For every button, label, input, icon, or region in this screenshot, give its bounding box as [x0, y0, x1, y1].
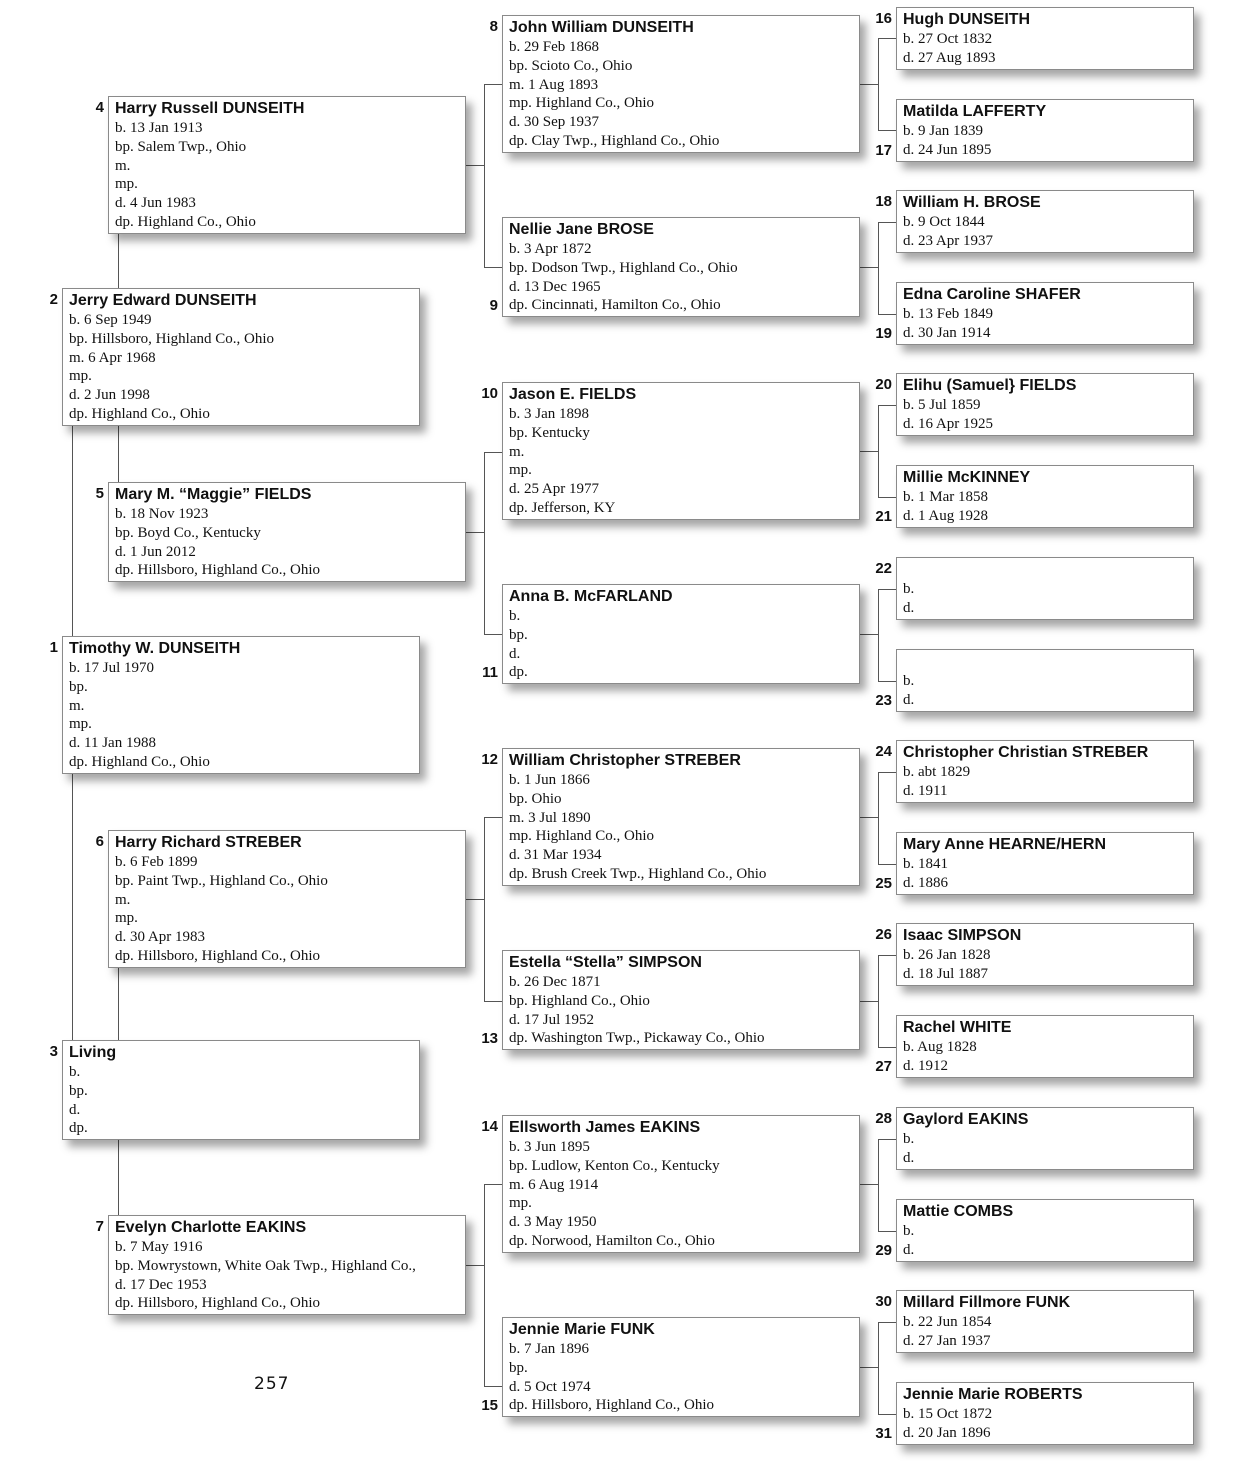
ahnentafel-number: 3	[49, 1043, 58, 1060]
person-box[interactable]	[896, 740, 1194, 803]
person-detail: bp. Mowrystown, White Oak Twp., Highland Co.,	[115, 1257, 416, 1274]
ahnentafel-number: 22	[875, 560, 892, 577]
person-box[interactable]	[108, 482, 466, 582]
person-detail: b. 7 May 1916	[115, 1239, 203, 1255]
person-name: Mary Anne HEARNE/HERN	[903, 836, 1106, 853]
connector-line	[878, 405, 896, 406]
person-detail: b.	[903, 1223, 915, 1239]
connector-line	[484, 84, 502, 85]
connector-line	[484, 1001, 502, 1002]
person-box[interactable]	[108, 96, 466, 234]
connector-line	[878, 314, 896, 315]
person-name: Matilda LAFFERTY	[903, 103, 1047, 120]
person-box[interactable]	[896, 557, 1194, 620]
connector-line	[466, 1265, 484, 1266]
person-detail: b. 3 Jun 1895	[509, 1139, 590, 1155]
connector-line	[484, 817, 502, 818]
person-name: Harry Russell DUNSEITH	[115, 100, 305, 117]
person-box[interactable]	[896, 923, 1194, 986]
person-detail: d. 24 Jun 1895	[903, 141, 992, 158]
person-name: Harry Richard STREBER	[115, 834, 302, 851]
connector-line	[118, 968, 119, 1040]
person-detail: mp.	[509, 462, 532, 479]
person-detail: m.	[69, 697, 85, 714]
person-detail: mp.	[115, 910, 138, 927]
person-name: William Christopher STREBER	[509, 752, 741, 769]
person-box[interactable]	[896, 7, 1194, 70]
person-detail: b. 5 Jul 1859	[903, 397, 981, 413]
person-box[interactable]	[896, 1382, 1194, 1445]
person-detail: dp. Hillsboro, Highland Co., Ohio	[509, 1397, 714, 1414]
person-detail: bp. Boyd Co., Kentucky	[115, 524, 261, 541]
person-detail: mp.	[69, 716, 92, 733]
connector-line	[878, 222, 896, 223]
person-box[interactable]	[502, 748, 860, 886]
person-detail: b. 3 Apr 1872	[509, 241, 592, 257]
connector-line	[860, 451, 878, 452]
ahnentafel-number: 21	[875, 508, 892, 525]
person-box[interactable]	[502, 584, 860, 684]
person-detail: bp.	[509, 626, 528, 643]
connector-line	[484, 84, 485, 267]
person-name	[903, 560, 1187, 580]
ahnentafel-number: 29	[875, 1242, 892, 1259]
person-name: Mattie COMBS	[903, 1203, 1014, 1220]
connector-line	[878, 1139, 896, 1140]
person-detail: dp. Clay Twp., Highland Co., Ohio	[509, 132, 720, 149]
person-detail: b. Aug 1828	[903, 1039, 977, 1055]
person-name: Jason E. FIELDS	[509, 386, 637, 403]
connector-line	[72, 774, 73, 1040]
person-name: Jennie Marie FUNK	[509, 1321, 655, 1338]
person-name: Millard Fillmore FUNK	[903, 1294, 1071, 1311]
ahnentafel-number: 25	[875, 875, 892, 892]
ahnentafel-number: 23	[875, 692, 892, 709]
person-detail: b. 18 Nov 1923	[115, 506, 209, 522]
ahnentafel-number: 18	[875, 193, 892, 210]
connector-line	[878, 38, 896, 39]
connector-line	[878, 497, 896, 498]
person-detail: d. 17 Jul 1952	[509, 1011, 595, 1028]
ahnentafel-number: 27	[875, 1058, 892, 1075]
person-box[interactable]	[896, 649, 1194, 712]
connector-line	[860, 84, 878, 85]
connector-line	[484, 634, 502, 635]
person-box[interactable]	[896, 282, 1194, 345]
person-name: Anna B. McFARLAND	[509, 588, 673, 605]
person-detail: b. 26 Dec 1871	[509, 974, 601, 990]
person-detail: m. 3 Jul 1890	[509, 809, 591, 826]
ahnentafel-number: 16	[875, 10, 892, 27]
person-detail: d.	[69, 1101, 81, 1118]
person-detail: b. 13 Jan 1913	[115, 120, 203, 136]
person-detail: b. 9 Oct 1844	[903, 214, 985, 230]
person-box[interactable]	[62, 288, 420, 426]
person-detail: b. 1 Jun 1866	[509, 772, 590, 788]
ahnentafel-number: 19	[875, 325, 892, 342]
connector-line	[118, 234, 119, 288]
person-detail: m. 1 Aug 1893	[509, 76, 599, 93]
connector-line	[860, 1001, 878, 1002]
person-detail: bp.	[69, 1082, 88, 1099]
person-detail: bp.	[509, 1359, 528, 1376]
person-box[interactable]	[502, 950, 860, 1050]
person-detail: dp. Highland Co., Ohio	[115, 213, 256, 230]
person-detail: d. 1886	[903, 874, 948, 891]
ahnentafel-number: 9	[489, 297, 498, 314]
connector-line	[878, 1047, 896, 1048]
person-name: Elihu (Samuel} FIELDS	[903, 377, 1077, 394]
connector-line	[878, 589, 896, 590]
person-detail: b. 1841	[903, 856, 948, 872]
person-detail: d. 30 Sep 1937	[509, 114, 599, 131]
person-detail: d.	[509, 645, 521, 662]
person-detail: dp. Highland Co., Ohio	[69, 405, 210, 422]
connector-line	[72, 426, 73, 636]
person-detail: b. 22 Jun 1854	[903, 1314, 992, 1330]
connector-line	[878, 772, 879, 864]
person-detail: mp. Highland Co., Ohio	[509, 828, 654, 845]
person-detail: d. 5 Oct 1974	[509, 1378, 591, 1395]
person-detail: d.	[903, 691, 915, 708]
person-detail: mp.	[509, 1195, 532, 1212]
ahnentafel-number: 15	[481, 1397, 498, 1414]
person-name: John William DUNSEITH	[509, 19, 694, 36]
page-number: 257	[254, 1374, 290, 1394]
person-box[interactable]	[108, 1215, 466, 1315]
person-detail: d. 1 Jun 2012	[115, 543, 196, 560]
ahnentafel-number: 17	[875, 142, 892, 159]
person-detail: bp. Scioto Co., Ohio	[509, 57, 633, 74]
person-detail: m.	[115, 891, 131, 908]
ahnentafel-number: 8	[489, 18, 498, 35]
ahnentafel-number: 4	[95, 99, 104, 116]
person-detail: b.	[69, 1064, 81, 1080]
ahnentafel-number: 20	[875, 376, 892, 393]
person-box[interactable]	[896, 1290, 1194, 1353]
person-name: Millie McKINNEY	[903, 469, 1031, 486]
person-detail: dp. Brush Creek Twp., Highland Co., Ohio	[509, 865, 767, 882]
person-box[interactable]	[896, 190, 1194, 253]
connector-line	[878, 589, 879, 681]
person-detail: d. 1911	[903, 782, 948, 799]
person-name: Gaylord EAKINS	[903, 1111, 1029, 1128]
person-box[interactable]	[62, 1040, 420, 1140]
person-box[interactable]	[896, 1199, 1194, 1262]
person-name	[903, 652, 1187, 672]
person-box[interactable]	[502, 217, 860, 317]
person-name: Hugh DUNSEITH	[903, 11, 1031, 28]
connector-line	[466, 532, 484, 533]
ahnentafel-number: 12	[481, 751, 498, 768]
connector-line	[878, 681, 896, 682]
person-name: Edna Caroline SHAFER	[903, 286, 1081, 303]
person-detail: bp.	[69, 678, 88, 695]
person-name: Nellie Jane BROSE	[509, 221, 654, 238]
person-detail: d. 1 Aug 1928	[903, 507, 989, 524]
person-detail: bp. Salem Twp., Ohio	[115, 138, 247, 155]
person-detail: dp. Jefferson, KY	[509, 499, 616, 516]
connector-line	[878, 38, 879, 130]
connector-line	[878, 405, 879, 497]
person-detail: b. 6 Feb 1899	[115, 854, 198, 870]
person-detail: bp. Ludlow, Kenton Co., Kentucky	[509, 1157, 720, 1174]
connector-line	[878, 864, 896, 865]
person-detail: bp. Highland Co., Ohio	[509, 992, 650, 1009]
person-detail: m.	[115, 157, 131, 174]
person-detail: b. 1 Mar 1858	[903, 489, 988, 505]
person-detail: d. 3 May 1950	[509, 1214, 597, 1231]
person-name: Estella “Stella” SIMPSON	[509, 954, 702, 971]
person-detail: d. 31 Mar 1934	[509, 847, 602, 864]
connector-line	[878, 1322, 896, 1323]
ahnentafel-number: 30	[875, 1293, 892, 1310]
person-detail: b. 13 Feb 1849	[903, 306, 993, 322]
ahnentafel-number: 11	[482, 664, 498, 681]
person-detail: d. 13 Dec 1965	[509, 278, 601, 295]
connector-line	[860, 817, 878, 818]
person-box[interactable]	[896, 465, 1194, 528]
connector-line	[860, 634, 878, 635]
person-detail: dp. Norwood, Hamilton Co., Ohio	[509, 1232, 715, 1249]
connector-line	[118, 1140, 119, 1215]
person-detail: b. 9 Jan 1839	[903, 123, 983, 139]
person-detail: dp. Hillsboro, Highland Co., Ohio	[115, 1295, 320, 1312]
ahnentafel-number: 26	[875, 926, 892, 943]
person-detail: d. 1912	[903, 1057, 948, 1074]
connector-line	[878, 1414, 896, 1415]
connector-line	[484, 452, 485, 634]
connector-line	[878, 1231, 896, 1232]
ahnentafel-number: 1	[49, 639, 58, 656]
person-detail: b. 15 Oct 1872	[903, 1406, 993, 1422]
person-detail: bp. Dodson Twp., Highland Co., Ohio	[509, 259, 738, 276]
person-detail: b. 27 Oct 1832	[903, 31, 993, 47]
person-detail: dp.	[69, 1120, 88, 1137]
person-name: Rachel WHITE	[903, 1019, 1012, 1036]
person-box[interactable]	[502, 382, 860, 520]
person-detail: d. 20 Jan 1896	[903, 1424, 991, 1441]
person-detail: d. 30 Apr 1983	[115, 929, 205, 946]
connector-line	[484, 452, 502, 453]
person-detail: b.	[903, 673, 915, 689]
person-name: Jerry Edward DUNSEITH	[69, 292, 257, 309]
person-detail: d. 18 Jul 1887	[903, 965, 989, 982]
ahnentafel-number: 2	[49, 291, 58, 308]
person-detail: bp. Paint Twp., Highland Co., Ohio	[115, 872, 328, 889]
person-box[interactable]	[62, 636, 420, 774]
person-detail: dp. Washington Twp., Pickaway Co., Ohio	[509, 1030, 765, 1047]
ahnentafel-number: 14	[481, 1118, 498, 1135]
connector-line	[878, 955, 896, 956]
person-detail: b. abt 1829	[903, 764, 971, 780]
connector-line	[860, 1367, 878, 1368]
person-name: William H. BROSE	[903, 194, 1041, 211]
person-detail: b. 17 Jul 1970	[69, 660, 155, 676]
person-name: Evelyn Charlotte EAKINS	[115, 1219, 307, 1236]
ahnentafel-number: 6	[95, 833, 104, 850]
person-detail: b. 3 Jan 1898	[509, 406, 589, 422]
person-detail: d. 25 Apr 1977	[509, 481, 599, 498]
person-detail: d. 23 Apr 1937	[903, 232, 993, 249]
connector-line	[878, 772, 896, 773]
connector-line	[860, 1184, 878, 1185]
ahnentafel-number: 10	[481, 385, 498, 402]
person-detail: d.	[903, 599, 915, 616]
person-box[interactable]	[502, 15, 860, 153]
connector-line	[484, 817, 485, 1001]
person-detail: mp.	[69, 368, 92, 385]
person-detail: b.	[903, 1131, 915, 1147]
ahnentafel-number: 7	[95, 1218, 104, 1235]
person-detail: d.	[903, 1241, 915, 1258]
connector-line	[878, 955, 879, 1047]
connector-line	[466, 165, 484, 166]
ahnentafel-number: 24	[875, 743, 892, 760]
person-detail: b. 7 Jan 1896	[509, 1341, 589, 1357]
connector-line	[484, 267, 502, 268]
person-box[interactable]	[896, 1107, 1194, 1170]
connector-line	[466, 899, 484, 900]
connector-line	[484, 1184, 502, 1185]
ahnentafel-number: 13	[481, 1030, 498, 1047]
person-detail: d. 30 Jan 1914	[903, 324, 991, 341]
person-detail: dp. Cincinnati, Hamilton Co., Ohio	[509, 297, 721, 314]
person-detail: dp. Highland Co., Ohio	[69, 753, 210, 770]
person-detail: m.	[509, 443, 525, 460]
person-detail: d. 11 Jan 1988	[69, 735, 156, 752]
person-box[interactable]	[896, 373, 1194, 436]
person-box[interactable]	[896, 99, 1194, 162]
person-detail: d.	[903, 1149, 915, 1166]
person-detail: d. 17 Dec 1953	[115, 1276, 207, 1293]
person-detail: d. 4 Jun 1983	[115, 195, 196, 212]
person-detail: dp.	[509, 664, 528, 681]
person-detail: b.	[509, 608, 521, 624]
person-detail: m. 6 Aug 1914	[509, 1176, 599, 1193]
person-detail: d. 16 Apr 1925	[903, 415, 993, 432]
person-detail: mp.	[115, 176, 138, 193]
person-detail: mp. Highland Co., Ohio	[509, 95, 654, 112]
person-detail: bp. Hillsboro, Highland Co., Ohio	[69, 330, 274, 347]
person-box[interactable]	[896, 832, 1194, 895]
ahnentafel-number: 28	[875, 1110, 892, 1127]
person-detail: b. 6 Sep 1949	[69, 312, 152, 328]
person-box[interactable]	[896, 1015, 1194, 1078]
connector-line	[878, 130, 896, 131]
person-name: Ellsworth James EAKINS	[509, 1119, 701, 1136]
connector-line	[118, 426, 119, 482]
person-box[interactable]	[502, 1115, 860, 1253]
person-detail: bp. Ohio	[509, 790, 562, 807]
person-name: Jennie Marie ROBERTS	[903, 1386, 1083, 1403]
person-detail: bp. Kentucky	[509, 424, 590, 441]
person-name: Christopher Christian STREBER	[903, 744, 1149, 761]
person-detail: b. 26 Jan 1828	[903, 947, 991, 963]
ahnentafel-number: 5	[95, 485, 104, 502]
person-box[interactable]	[108, 830, 466, 968]
person-name: Timothy W. DUNSEITH	[69, 640, 241, 657]
person-name: Living	[69, 1044, 117, 1061]
person-detail: d. 2 Jun 1998	[69, 387, 150, 404]
person-name: Mary M. “Maggie” FIELDS	[115, 486, 312, 503]
person-detail: dp. Hillsboro, Highland Co., Ohio	[115, 562, 320, 579]
connector-line	[878, 1322, 879, 1414]
person-detail: m. 6 Apr 1968	[69, 349, 156, 366]
connector-line	[860, 267, 878, 268]
person-name: Isaac SIMPSON	[903, 927, 1022, 944]
person-box[interactable]	[502, 1317, 860, 1417]
person-detail: d. 27 Aug 1893	[903, 49, 996, 66]
connector-line	[878, 1139, 879, 1231]
person-detail: b. 29 Feb 1868	[509, 39, 599, 55]
connector-line	[878, 222, 879, 314]
person-detail: b.	[903, 581, 915, 597]
connector-line	[484, 1386, 502, 1387]
connector-line	[484, 1184, 485, 1386]
person-detail: dp. Hillsboro, Highland Co., Ohio	[115, 947, 320, 964]
ahnentafel-number: 31	[875, 1425, 892, 1442]
person-detail: d. 27 Jan 1937	[903, 1332, 991, 1349]
